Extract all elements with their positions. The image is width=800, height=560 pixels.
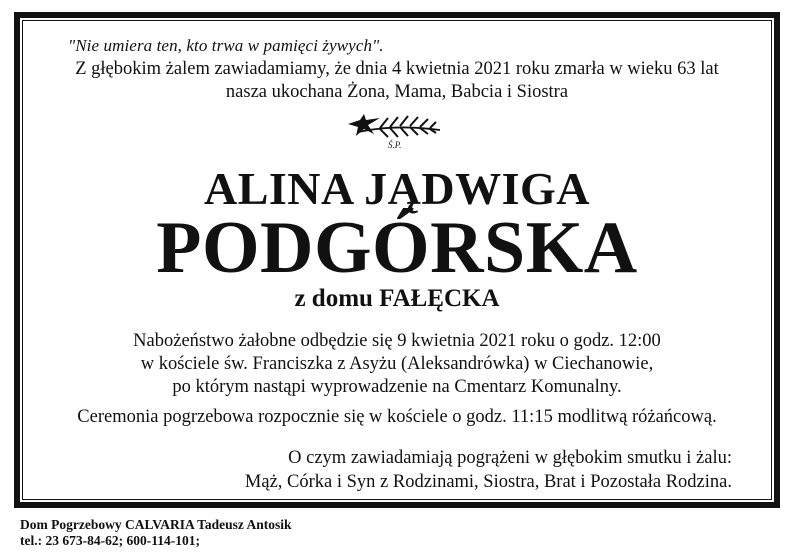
mourners-line: Mąż, Córka i Syn z Rodzinami, Siostra, Brat i Pozostała Rodzina. [244, 472, 732, 492]
service-line: w kościele św. Franciszka z Asyżu (Aleksandrówka) w Ciechanowie, [140, 354, 654, 374]
funeral-home-name: Dom Pogrzebowy CALVARIA Tadeusz Antosik [20, 517, 292, 532]
maiden-name: z domu FAŁĘCKA [294, 285, 500, 312]
ceremony-info: Ceremonia pogrzebowa rozpocznie się w kościele o godz. 11:15 modlitwą różańcową. [77, 407, 717, 427]
mourners-line: O czym zawiadamiają pogrążeni w głębokim smutku i żalu: [288, 448, 732, 468]
memorial-quote: "Nie umiera ten, kto trwa w pamięci żywych". [68, 36, 384, 55]
deceased-first-names: ALINA JĄDWIGA [203, 163, 591, 214]
intro-line: nasza ukochana Żona, Mama, Babcia i Siostra [225, 82, 569, 102]
intro-text [24, 58, 770, 104]
funeral-home-phone: tel.: 23 673-84-62; 600-114-101; [20, 533, 200, 548]
emblem-text: Ś.P. [388, 140, 402, 150]
service-info [24, 330, 770, 399]
cross-with-palm-branch-icon [340, 110, 450, 150]
deceased-surname: PODGÓRSKA [156, 207, 638, 289]
mourners-info [245, 446, 732, 494]
obituary-notice [24, 22, 770, 498]
service-line: Nabożeństwo żałobne odbędzie się 9 kwietnia 2021 roku o godz. 12:00 [133, 331, 661, 351]
intro-line: Z głębokim żalem zawiadamiamy, że dnia 4 kwietnia 2021 roku zmarła w wieku 63 lat [75, 59, 719, 79]
service-line: po którym nastąpi wyprowadzenie na Cmentarz Komunalny. [172, 377, 622, 397]
funeral-home-footer [20, 517, 292, 549]
